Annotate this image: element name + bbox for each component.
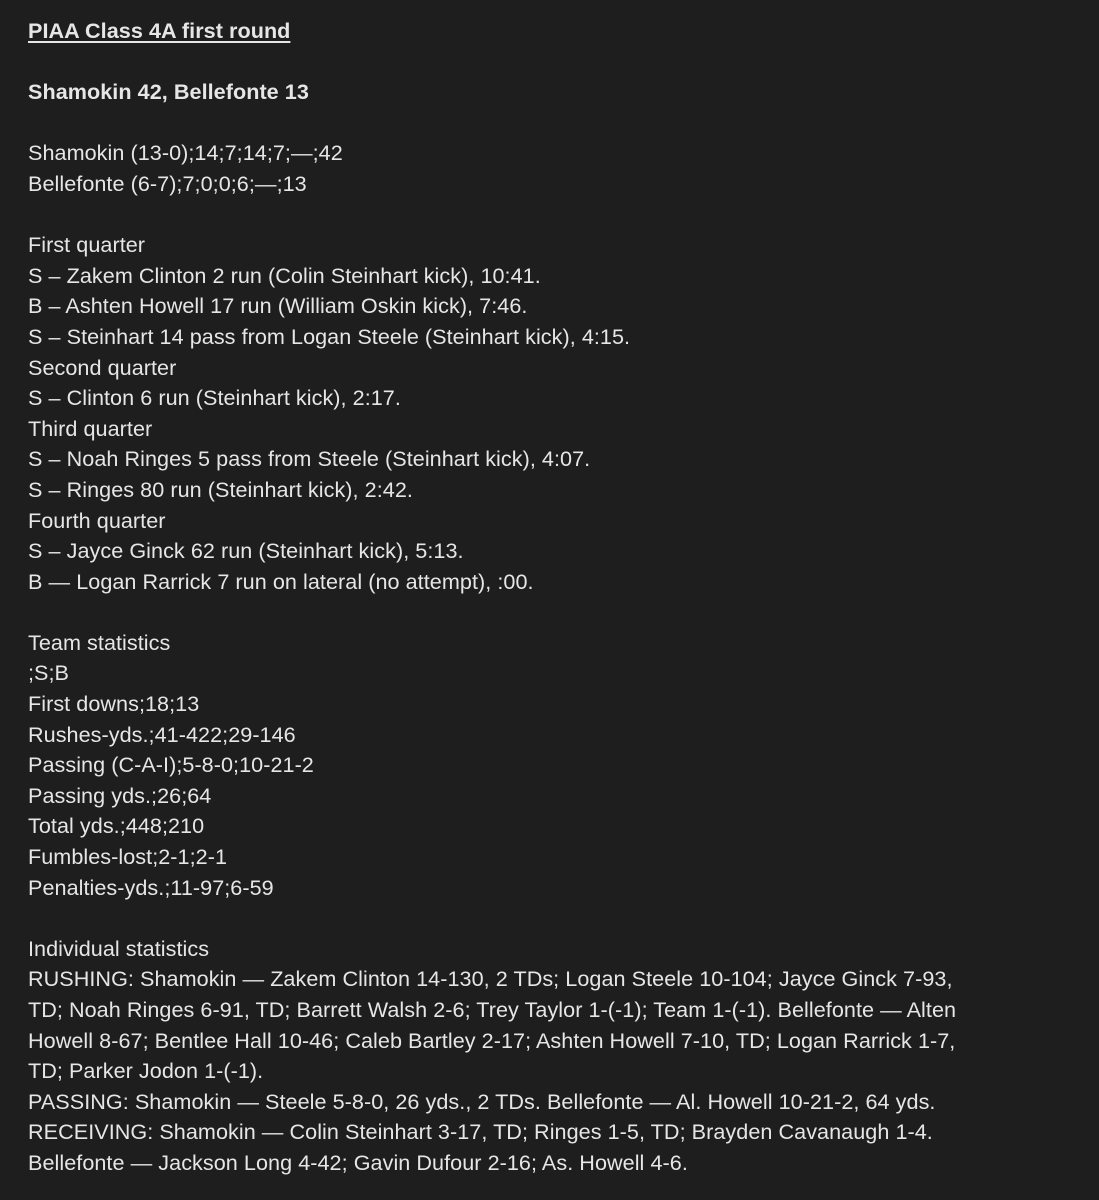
scoring-play: B — Logan Rarrick 7 run on lateral (no attempt), :00.	[28, 568, 534, 594]
spacer	[28, 903, 1071, 934]
quarter-label: Third quarter	[28, 415, 153, 441]
stat-row: First downs;18;13	[28, 691, 200, 717]
stat-row: Rushes-yds.;41-422;29-146	[28, 721, 296, 747]
article-heading: PIAA Class 4A first round	[28, 18, 291, 43]
linescore-row: Shamokin (13-0);14;7;14;7;—;42	[28, 140, 343, 166]
receiving-line: RECEIVING: Shamokin — Colin Steinhart 3-17, TD; Ringes 1-5, TD; Brayden Cavanaugh 1-4.	[28, 1119, 933, 1145]
passing-line: PASSING: Shamokin — Steele 5-8-0, 26 yds., 2 TDs. Bellefonte — Al. Howell 10-21-2, 64 yds.	[28, 1088, 936, 1114]
quarter-label: Second quarter	[28, 354, 177, 380]
section-label: Team statistics	[28, 629, 171, 655]
section-label: Individual statistics	[28, 935, 210, 961]
individual-statistics	[28, 934, 1071, 1179]
spacer	[28, 108, 1071, 139]
stat-row: Passing yds.;26;64	[28, 782, 212, 808]
stat-row: Fumbles-lost;2-1;2-1	[28, 844, 228, 870]
scoring-play: S – Steinhart 14 pass from Logan Steele (Steinhart kick), 4:15.	[28, 323, 631, 349]
quarter-label: First quarter	[28, 232, 146, 258]
scoring-play: S – Jayce Ginck 62 run (Steinhart kick), 5:13.	[28, 538, 464, 564]
linescore	[28, 138, 1071, 199]
spacer	[28, 47, 1071, 78]
rushing-line: RUSHING: Shamokin — Zakem Clinton 14-130, 2 TDs; Logan Steele 10-104; Jayce Ginck 7-93,	[28, 966, 953, 992]
spacer	[28, 597, 1071, 628]
scoring-play: S – Ringes 80 run (Steinhart kick), 2:42.	[28, 476, 413, 502]
stat-row: Total yds.;448;210	[28, 813, 205, 839]
scoring-play: B – Ashten Howell 17 run (William Oskin kick), 7:46.	[28, 293, 528, 319]
scoring-play: S – Zakem Clinton 2 run (Colin Steinhart kick), 10:41.	[28, 262, 541, 288]
scoring-play: S – Noah Ringes 5 pass from Steele (Steinhart kick), 4:07.	[28, 446, 591, 472]
stat-row: Penalties-yds.;11-97;6-59	[28, 874, 274, 900]
stat-row: ;S;B	[28, 660, 70, 686]
receiving-line: Bellefonte — Jackson Long 4-42; Gavin Dufour 2-16; As. Howell 4-6.	[28, 1149, 688, 1175]
linescore-row: Bellefonte (6-7);7;0;0;6;—;13	[28, 170, 307, 196]
rushing-line: Howell 8-67; Bentlee Hall 10-46; Caleb Bartley 2-17; Ashten Howell 7-10, TD; Logan Rarrick 1-7,	[28, 1027, 956, 1053]
game-result: Shamokin 42, Bellefonte 13	[28, 79, 309, 105]
scoring-summary	[28, 230, 1071, 597]
team-statistics	[28, 628, 1071, 903]
quarter-label: Fourth quarter	[28, 507, 166, 533]
rushing-line: TD; Noah Ringes 6-91, TD; Barrett Walsh 2-6; Trey Taylor 1-(-1); Team 1-(-1). Bellefonte — Alten	[28, 997, 957, 1022]
rushing-line: TD; Parker Jodon 1-(-1).	[28, 1058, 264, 1084]
scoring-play: S – Clinton 6 run (Steinhart kick), 2:17.	[28, 385, 401, 411]
spacer	[28, 200, 1071, 231]
stat-row: Passing (C-A-I);5-8-0;10-21-2	[28, 752, 314, 778]
